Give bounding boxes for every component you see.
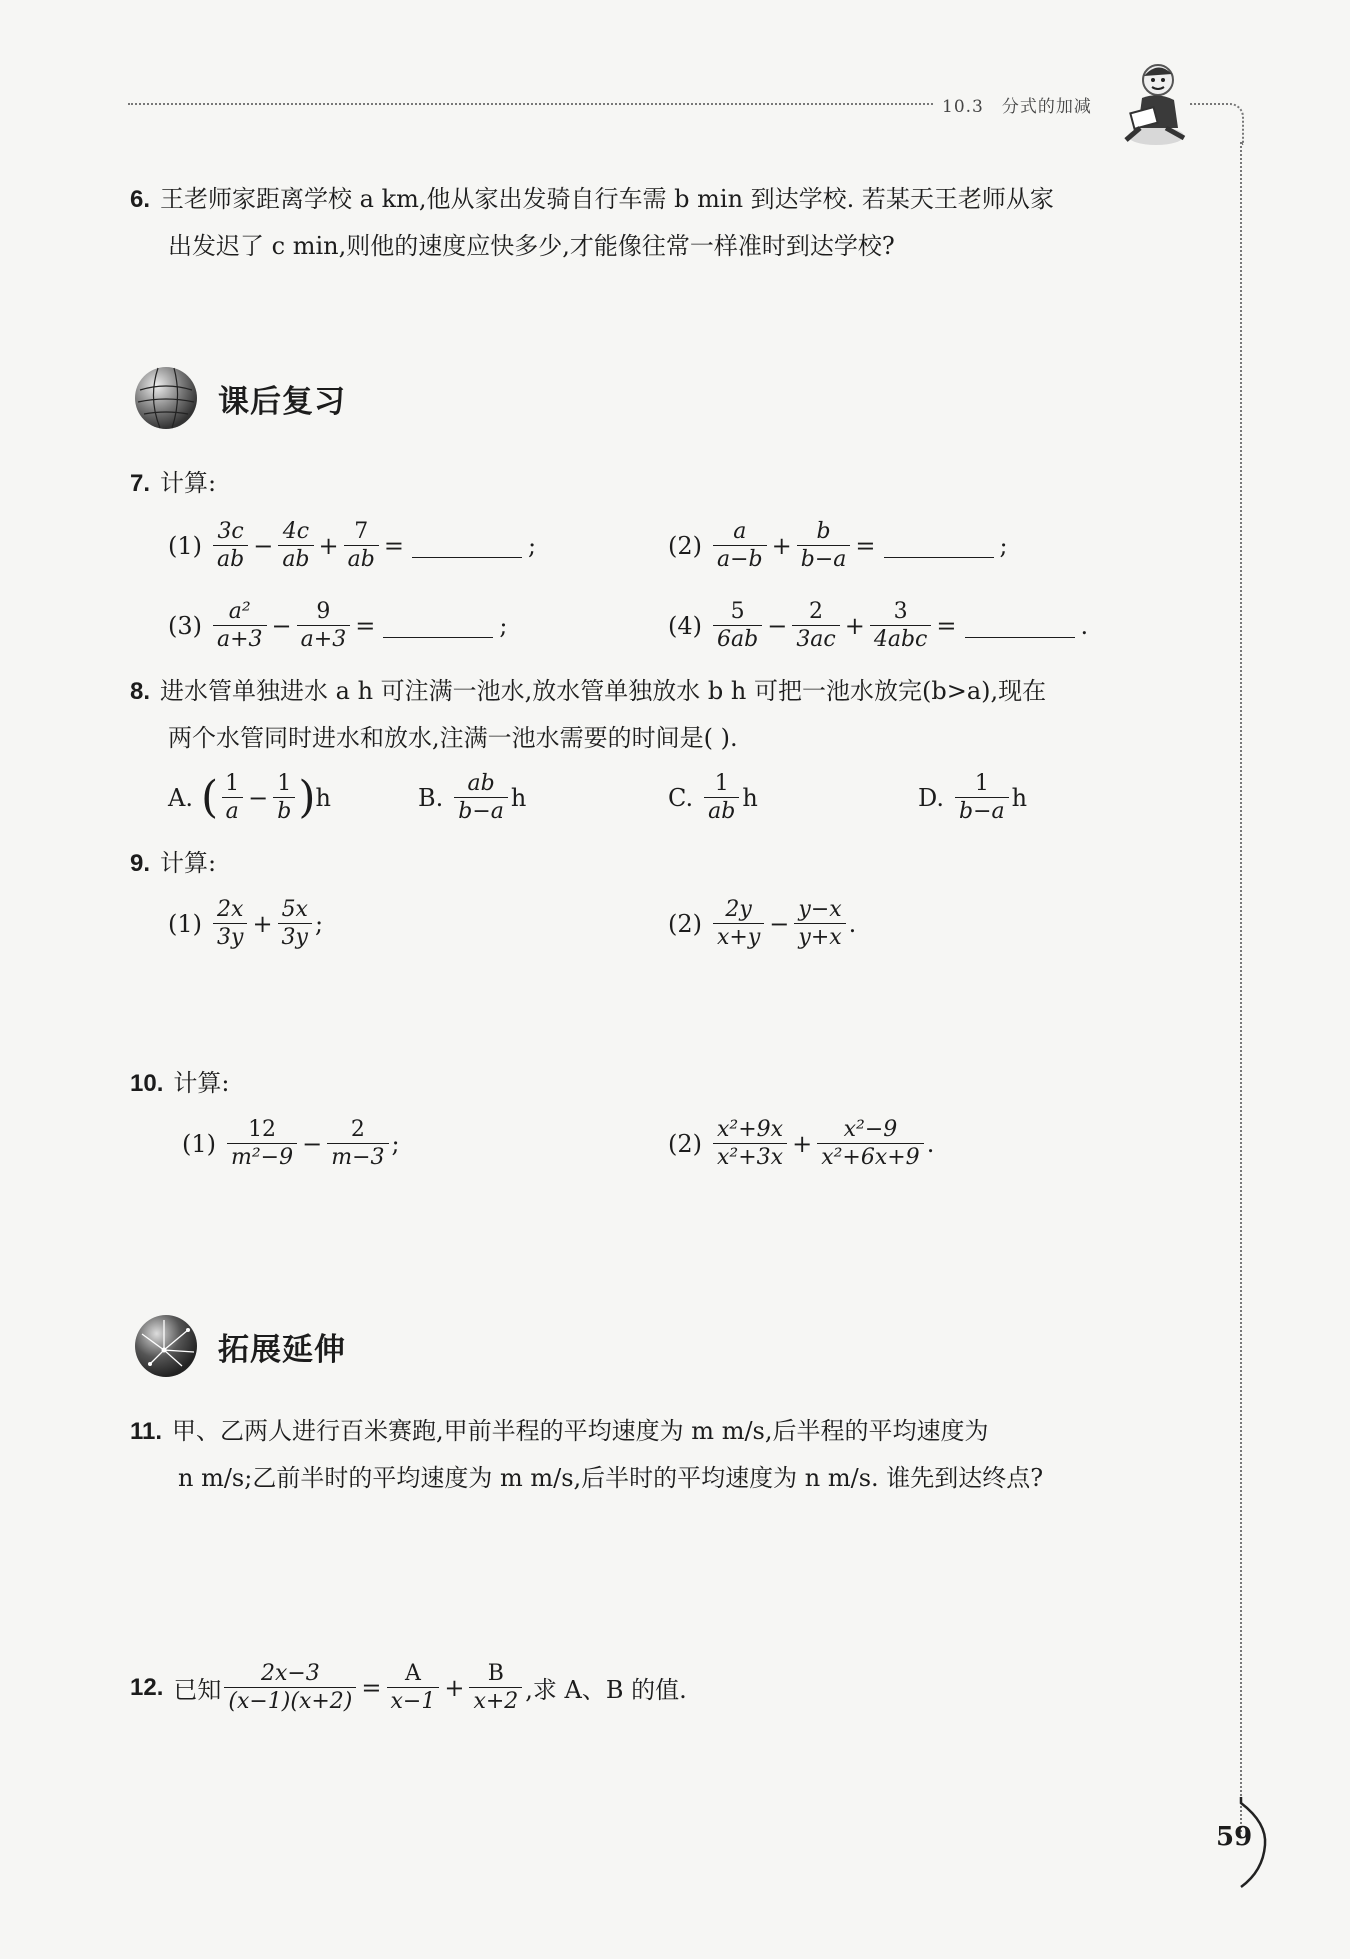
question-text-line1: 甲、乙两人进行百米赛跑,甲前半程的平均速度为 m m/s,后半程的平均速度为 xyxy=(172,1417,989,1445)
fraction: $\frac{1}{b}$ xyxy=(273,770,295,825)
fraction: $\frac{b}{b-a}$ xyxy=(797,518,851,573)
q7-part-1: (1) $\frac{3c}{ab}$ − $\frac{4c}{ab}$ + $\frac{7}{ab}$ = ; xyxy=(168,519,537,572)
part-label: (2) xyxy=(668,909,702,938)
option-c[interactable]: C. $\frac{1}{ab}$ h xyxy=(668,771,758,824)
question-8 xyxy=(130,668,1210,761)
q9-part-1: (1) $\frac{2x}{3y}$ + $\frac{5x}{3y}$ ; xyxy=(168,897,324,950)
part-label: (2) xyxy=(668,1129,702,1158)
fraction: $\frac{ab}{b-a}$ xyxy=(454,770,508,825)
question-number: 10. xyxy=(130,1070,164,1097)
fraction: $\frac{3c}{ab}$ xyxy=(213,518,248,573)
answer-blank[interactable] xyxy=(383,613,493,638)
fraction: $\frac{7}{ab}$ xyxy=(344,518,379,573)
fraction: $\frac{1}{ab}$ xyxy=(704,770,739,825)
fraction: $\frac{2}{m-3}$ xyxy=(327,1116,388,1171)
reading-kid-mascot-icon xyxy=(1118,58,1188,150)
question-stem: 计算: xyxy=(160,849,217,877)
option-a[interactable]: A. ( $\frac{1}{a}$ − $\frac{1}{b}$ ) h xyxy=(168,771,331,824)
option-d[interactable]: D. $\frac{1}{b-a}$ h xyxy=(918,771,1028,824)
question-text-line1: 进水管单独进水 a h 可注满一池水,放水管单独放水 b h 可把一池水放完(b>a),现在 xyxy=(160,677,1047,705)
fraction: $\frac{3}{\text{4abc}}$ xyxy=(870,598,932,653)
q10-part-2: (2) $\frac{\text{x²+9x}}{\text{x²+3x}}$ + $\frac{\text{x²−9}}{\text{x²+6x+9}}$ . xyxy=(668,1117,935,1170)
question-stem: 计算: xyxy=(160,469,217,497)
fraction: $\frac{\text{x²−9}}{\text{x²+6x+9}}$ xyxy=(817,1116,924,1171)
option-label: D. xyxy=(918,783,945,812)
fraction: $\frac{4c}{ab}$ xyxy=(278,518,313,573)
fraction: $\frac{A}{x-1}$ xyxy=(387,1660,440,1715)
option-label: C. xyxy=(668,783,694,812)
fraction: $\frac{B}{x+2}$ xyxy=(469,1660,522,1715)
option-label: A. xyxy=(168,783,193,812)
section-heading-review xyxy=(130,362,346,434)
question-suffix: ,求 A、B 的值. xyxy=(525,1676,687,1704)
fraction: $\frac{\text{x²+9x}}{\text{x²+3x}}$ xyxy=(713,1116,787,1171)
question-number: 12. xyxy=(130,1673,164,1701)
fraction: $\frac{y-x}{y+x}$ xyxy=(794,896,845,951)
fraction: $\frac{1}{a}$ xyxy=(221,770,243,825)
fraction: $\frac{\text{a²}}{a+3}$ xyxy=(213,598,267,653)
question-11 xyxy=(130,1408,1215,1501)
fraction: $\frac{5x}{3y}$ xyxy=(278,896,312,951)
part-label: (3) xyxy=(168,611,202,640)
question-text-line2: n m/s;乙前半时的平均速度为 m m/s,后半时的平均速度为 n m/s. 谁先到达终点? xyxy=(178,1464,1044,1492)
page-number: 59 xyxy=(1216,1822,1253,1852)
question-7 xyxy=(130,460,216,507)
answer-blank[interactable] xyxy=(965,613,1075,638)
fraction: $\frac{2}{3ac}$ xyxy=(792,598,839,653)
q7-part-4: (4) $\frac{5}{6ab}$ − $\frac{2}{3ac}$ + $\frac{3}{\text{4abc}}$ = . xyxy=(668,599,1089,652)
q7-part-2: (2) $\frac{a}{a-b}$ + $\frac{b}{b-a}$ = ; xyxy=(668,519,1008,572)
section-title: 分式的加减 xyxy=(1001,97,1092,117)
fraction: $\frac{2x}{3y}$ xyxy=(213,896,247,951)
question-text-line2: 两个水管同时进水和放水,注满一池水需要的时间是( ). xyxy=(168,724,738,752)
question-stem: 计算: xyxy=(173,1069,230,1097)
q7-part-3: (3) $\frac{\text{a²}}{a+3}$ − $\frac{9}{a+3}$ = ; xyxy=(168,599,508,652)
question-6 xyxy=(130,176,1210,269)
question-12: 12. 已知 $\frac{2x-3}{(x-1)(x+2)}$ = $\frac{A}{x-1}$ + $\frac{B}{x+2}$ ,求 A、B 的值. xyxy=(130,1661,687,1714)
margin-dotted-rule xyxy=(1240,142,1242,1832)
answer-blank[interactable] xyxy=(884,533,994,558)
fraction: $\frac{1}{b-a}$ xyxy=(955,770,1009,825)
fraction: $\frac{2y}{x+y}$ xyxy=(713,896,764,951)
question-number: 9. xyxy=(130,850,151,877)
option-b[interactable]: B. $\frac{ab}{b-a}$ h xyxy=(418,771,527,824)
question-10 xyxy=(130,1060,229,1107)
question-text-line2: 出发迟了 c min,则他的速度应快多少,才能像往常一样准时到达学校? xyxy=(168,232,895,260)
header-dotted-corner xyxy=(1190,103,1244,145)
question-prefix: 已知 xyxy=(173,1676,222,1704)
part-label: (4) xyxy=(668,611,702,640)
q10-part-1: (1) $\frac{12}{\text{m²−9}}$ − $\frac{2}{m-3}$ ; xyxy=(182,1117,400,1170)
part-label: (2) xyxy=(668,531,702,560)
option-label: B. xyxy=(418,783,444,812)
question-number: 11. xyxy=(130,1418,163,1445)
fraction: $\frac{a}{a-b}$ xyxy=(713,518,767,573)
fraction: $\frac{9}{a+3}$ xyxy=(297,598,351,653)
running-header xyxy=(942,92,1092,117)
section-number: 10.3 xyxy=(942,97,984,117)
fraction: $\frac{12}{\text{m²−9}}$ xyxy=(227,1116,297,1171)
fraction: $\frac{2x-3}{(x-1)(x+2)}$ xyxy=(224,1660,356,1715)
globe-icon xyxy=(130,362,202,434)
fraction: $\frac{5}{6ab}$ xyxy=(713,598,762,653)
section-title: 拓展延伸 xyxy=(218,1331,346,1368)
part-label: (1) xyxy=(168,531,202,560)
answer-blank[interactable] xyxy=(412,533,522,558)
question-number: 8. xyxy=(130,678,151,705)
part-label: (1) xyxy=(168,909,202,938)
part-label: (1) xyxy=(182,1129,216,1158)
section-heading-extension xyxy=(130,1310,346,1382)
header-dotted-rule xyxy=(128,103,933,105)
network-globe-icon xyxy=(130,1310,202,1382)
question-number: 6. xyxy=(130,186,151,213)
question-text-line1: 王老师家距离学校 a km,他从家出发骑自行车需 b min 到达学校. 若某天王老师从家 xyxy=(160,185,1054,213)
q9-part-2: (2) $\frac{2y}{x+y}$ − $\frac{y-x}{y+x}$ . xyxy=(668,897,857,950)
question-9 xyxy=(130,840,216,887)
section-title: 课后复习 xyxy=(218,383,346,420)
question-number: 7. xyxy=(130,470,151,497)
